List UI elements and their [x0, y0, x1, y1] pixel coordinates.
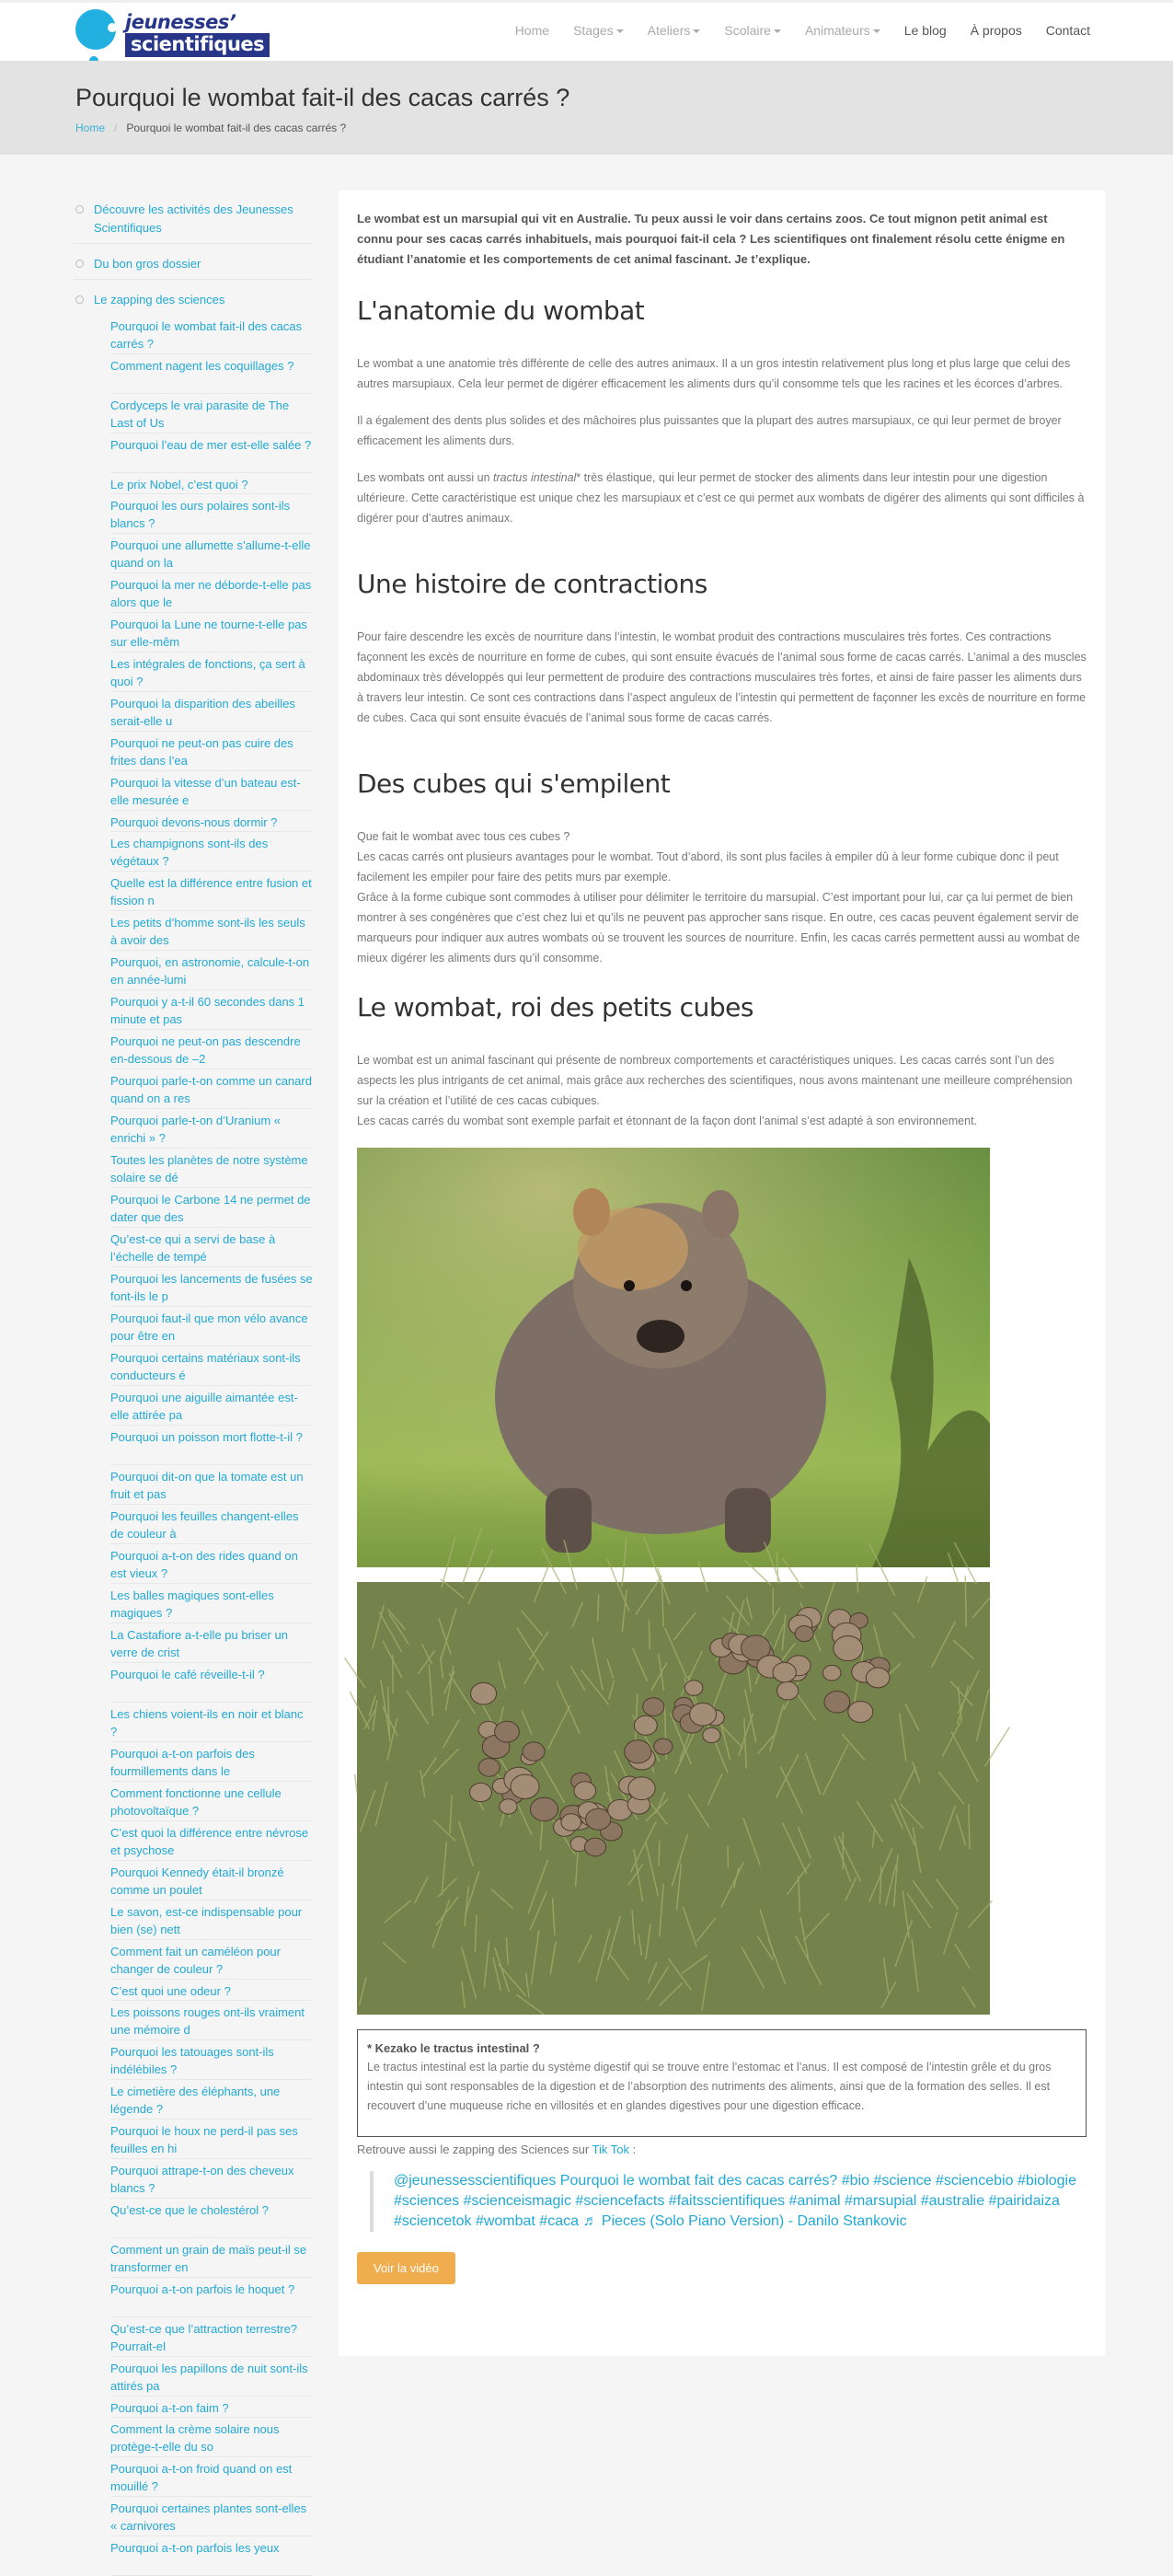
sidebar-subitem[interactable]: Pourquoi a-t-on parfois des fourmillements dans le: [110, 1742, 313, 1782]
sidebar-subitem[interactable]: Pourquoi parle-t-on d’Uranium « enrichi » ?: [110, 1109, 313, 1149]
sidebar-subitem[interactable]: Pourquoi a-t-on froid quand on est mouillé ?: [110, 2457, 313, 2497]
sidebar-subitem[interactable]: Pourquoi les papillons de nuit sont-ils attirés pa: [110, 2357, 313, 2397]
sidebar-item-activities[interactable]: Découvre les activités des Jeunesses Scientifiques: [74, 197, 313, 244]
sidebar-subitem[interactable]: Pourquoi certaines plantes sont-elles « carnivores: [110, 2497, 313, 2536]
sidebar-subitem[interactable]: Comment nagent les coquillages ?: [110, 354, 313, 394]
paragraph: Le wombat a une anatomie très différente de celle des autres animaux. Il a un gros intestin relativement plus long et plus large que celui des autres marsupiaux. Cela leur permet de digérer efficacement les aliments durs qu’il consomme tels que les racines et les écorces d’arbres.: [357, 353, 1087, 394]
emphasis-term: tractus intestinal: [493, 471, 576, 484]
caret-down-icon: [693, 29, 700, 33]
sidebar-subitem[interactable]: La Castafiore a-t-elle pu briser un verre de crist: [110, 1623, 313, 1663]
sidebar-subitem[interactable]: Toutes les planètes de notre système solaire se dé: [110, 1149, 313, 1188]
kezako-text: Le tractus intestinal est la partie du système digestif qui se trouve entre l’estomac et l’anus. Il est composé de l’intestin grêle et du gros intestin qui sont responsables de la digestion et de l’absorption des nutriments des aliments, ainsi que de la formation des selles. Il est recouvert d’une muqueuse riche en villosités et en glandes digestives pour une digestion efficace.: [367, 2058, 1076, 2116]
site-logo[interactable]: [74, 7, 282, 66]
sidebar-subitem[interactable]: Le savon, est-ce indispensable pour bien (se) nett: [110, 1900, 313, 1940]
sidebar-subitem[interactable]: Pourquoi dit-on que la tomate est un fruit et pas: [110, 1465, 313, 1505]
sidebar-subitem[interactable]: Pourquoi a-t-on faim ?: [110, 2397, 313, 2418]
watch-video-button[interactable]: Voir la vidéo: [357, 2252, 455, 2284]
sidebar-subitem[interactable]: Comment fait un caméléon pour changer de couleur ?: [110, 1940, 313, 1980]
sidebar-subitem[interactable]: Pourquoi une aiguille aimantée est-elle attirée pa: [110, 1386, 313, 1426]
paragraph: Le wombat est un animal fascinant qui présente de nombreux comportements et caractéristiques uniques. Les cacas carrés sont l’un des aspects les plus intrigants de cet animal, mais grâce aux recherches des scientifiques, nous avons maintenant une meilleure compréhension sur la création et l’utilité de ces cacas cubiques.: [357, 1050, 1087, 1111]
nav-item-scolaire[interactable]: Scolaire: [724, 23, 781, 38]
sidebar-subitem[interactable]: C’est quoi la différence entre névrose et psychose: [110, 1821, 313, 1861]
sidebar-subitem[interactable]: Pourquoi ne peut-on pas descendre en-dessous de –2: [110, 1030, 313, 1069]
paragraph: Les cacas carrés ont plusieurs avantages pour le wombat. Tout d’abord, ils sont plus faciles à empiler dû à leur forme cubique donc il peut facilement les empiler pour faire des petits murs par exemple.: [357, 847, 1087, 887]
page-title: Pourquoi le wombat fait-il des cacas carrés ?: [75, 84, 569, 112]
sidebar-subitem[interactable]: Les poissons rouges ont-ils vraiment une mémoire d: [110, 2001, 313, 2040]
sidebar-subitem[interactable]: Comment un grain de maïs peut-il se transformer en: [110, 2238, 313, 2278]
paragraph: Il a également des dents plus solides et des mâchoires plus puissantes que la plupart des autres marsupiaux, ce qui leur permet de broyer efficacement les aliments durs.: [357, 410, 1087, 451]
nav-item-stages[interactable]: Stages: [573, 23, 624, 38]
heading-king: Le wombat, roi des petits cubes: [357, 992, 1087, 1022]
paragraph: Les cacas carrés du wombat sont exemple parfait et étonnant de la façon dont l’animal s’est adapté à son environnement.: [357, 1111, 1087, 1131]
sidebar-subitem[interactable]: Pourquoi le Carbone 14 ne permet de dater que des: [110, 1188, 313, 1228]
sidebar-subitem[interactable]: Les champignons sont-ils des végétaux ?: [110, 832, 313, 872]
sidebar-subitem[interactable]: Pourquoi a-t-on parfois les yeux: [110, 2536, 313, 2576]
sidebar-subitem[interactable]: Pourquoi devons-nous dormir ?: [110, 811, 313, 832]
paragraph: Pour faire descendre les excès de nourriture dans l’intestin, le wombat produit des contractions musculaires très fortes. Ces contractions façonnent les excès de nourriture en forme de cubes, qui sont ensuite évacués de l’animal sous forme de cacas carrés. L’animal a des muscles abdominaux très développés qui leur permettent de produire des contractions musculaires très fortes, et ainsi de faire passer les aliments durs à travers leur intestin. Ce sont ces contractions dans l’aspect anguleux de l’intestin qui permettent de façonner les excès de nourriture en forme de cubes. Caca qui sont ensuite évacués de l’animal sous forme de cacas carrés.: [357, 627, 1087, 728]
tiktok-link[interactable]: Tik Tok: [592, 2143, 629, 2156]
page-title-band: [0, 61, 1173, 155]
sidebar-item-dossier[interactable]: Du bon gros dossier: [74, 251, 313, 280]
breadcrumb-home[interactable]: Home: [75, 121, 105, 134]
main-nav: [491, 23, 1090, 38]
caret-down-icon: [873, 29, 880, 33]
sidebar-subitem[interactable]: Les intégrales de fonctions, ça sert à quoi ?: [110, 653, 313, 692]
sidebar-subitem[interactable]: Les balles magiques sont-elles magiques ?: [110, 1584, 313, 1623]
sidebar-subitem[interactable]: Pourquoi la disparition des abeilles serait-elle u: [110, 692, 313, 732]
nav-item-animateurs[interactable]: Animateurs: [805, 23, 880, 38]
nav-item-ateliers[interactable]: Ateliers: [648, 23, 701, 38]
sidebar-subitem[interactable]: Cordyceps le vrai parasite de The Last of Us: [110, 394, 313, 433]
sidebar-subitem[interactable]: Pourquoi les feuilles changent-elles de couleur à: [110, 1505, 313, 1544]
sidebar-subitem[interactable]: Pourquoi la mer ne déborde-t-elle pas alors que le: [110, 573, 313, 613]
sidebar-subitem[interactable]: Pourquoi le wombat fait-il des cacas carrés ?: [110, 315, 313, 354]
breadcrumb-separator: /: [114, 121, 117, 134]
logo-line2: scientifiques: [125, 33, 270, 57]
sidebar-subitem[interactable]: Pourquoi y a-t-il 60 secondes dans 1 minute et pas: [110, 990, 313, 1030]
kezako-title: * Kezako le tractus intestinal ?: [367, 2039, 1076, 2058]
sidebar-subitem[interactable]: Pourquoi une allumette s’allume-t-elle quand on la: [110, 534, 313, 573]
sidebar-subitem[interactable]: Pourquoi Kennedy était-il bronzé comme un poulet: [110, 1861, 313, 1900]
sidebar-subitem[interactable]: Pourquoi un poisson mort flotte-t-il ?: [110, 1426, 313, 1465]
tiktok-line: Retrouve aussi le zapping des Sciences sur Tik Tok :: [357, 2143, 1087, 2156]
quote-text: Pourquoi le wombat fait des cacas carrés?: [556, 2173, 841, 2189]
sidebar-subitem[interactable]: Quelle est la différence entre fusion et fission n: [110, 872, 313, 911]
heading-cubes: Des cubes qui s'empilent: [357, 768, 1087, 799]
article-intro: Le wombat est un marsupial qui vit en Australie. Tu peux aussi le voir dans certains zoos. Ce tout mignon petit animal est connu pour ses cacas carrés inhabituels, mais pourquoi fait-il cela ? Les scientifiques ont finalement résolu cette énigme en étudiant l’anatomie et les comportements de cet animal fascinant. Je t’explique.: [357, 209, 1087, 270]
sidebar-subitem[interactable]: Pourquoi a-t-on parfois le hoquet ?: [110, 2278, 313, 2317]
nav-item-le-blog[interactable]: Le blog: [904, 23, 947, 38]
sidebar-subitem[interactable]: Pourquoi a-t-on des rides quand on est vieux ?: [110, 1544, 313, 1584]
caret-down-icon: [774, 29, 781, 33]
caret-down-icon: [616, 29, 624, 33]
hashtags-links[interactable]: #bio #science #sciencebio #biologie #sciences #scienceismagic #sciencefacts #faitsscientifiques #animal #marsupial #australie #pairidaiza #sciencetok #wombat #caca ♬ Pieces (Solo Piano Version) - Danilo Stankovic: [394, 2173, 1076, 2229]
sidebar-subitem[interactable]: Pourquoi l’eau de mer est-elle salée ?: [110, 433, 313, 473]
breadcrumb-current: Pourquoi le wombat fait-il des cacas carrés ?: [126, 121, 346, 134]
sidebar-subitem[interactable]: Pourquoi, en astronomie, calcule-t-on en année-lumi: [110, 951, 313, 990]
sidebar-subitem[interactable]: Pourquoi les lancements de fusées se font-ils le p: [110, 1267, 313, 1307]
sidebar-subitem[interactable]: Les chiens voient-ils en noir et blanc ?: [110, 1703, 313, 1742]
paragraph: Que fait le wombat avec tous ces cubes ?: [357, 826, 1087, 847]
tiktok-handle-link[interactable]: @jeunessesscientifiques: [394, 2173, 556, 2189]
sidebar-subitem[interactable]: Pourquoi certains matériaux sont-ils conducteurs é: [110, 1346, 313, 1386]
sidebar: [74, 197, 313, 2356]
sidebar-subitem[interactable]: C’est quoi une odeur ?: [110, 1980, 313, 2001]
sidebar-subitem[interactable]: Pourquoi ne peut-on pas cuire des frites dans l’ea: [110, 732, 313, 771]
sidebar-subitem[interactable]: Pourquoi les ours polaires sont-ils blancs ?: [110, 494, 313, 534]
paragraph: Grâce à la forme cubique sont commodes à utiliser pour délimiter le territoire du marsupial. C’est important pour lui, car ça lui permet de bien montrer à ses congénères que c’est chez lui et qu’ils ne peuvent pas approcher sans risque. En outre, ces cacas peuvent également servir de marqueurs pour indiquer aux autres wombats où se trouvent les sources de nourriture. Enfin, les cacas carrés permettent aussi au wombat de mieux digérer les aliments durs qu’il consomme.: [357, 887, 1087, 968]
sidebar-subitem[interactable]: Comment la crème solaire nous protège-t-elle du so: [110, 2418, 313, 2457]
article-content: [357, 209, 1087, 2284]
logo-bubbles-icon: [74, 7, 125, 66]
heading-contractions: Une histoire de contractions: [357, 569, 1087, 599]
sidebar-subitem[interactable]: Qu’est-ce que l’attraction terrestre? Pourrait-el: [110, 2317, 313, 2357]
heading-anatomy: L'anatomie du wombat: [357, 295, 1087, 326]
sidebar-subitem[interactable]: Pourquoi le café réveille-t-il ?: [110, 1663, 313, 1703]
sidebar-subitem[interactable]: Qu’est-ce qui a servi de base à l’échelle de tempé: [110, 1228, 313, 1267]
sidebar-subitem[interactable]: Pourquoi parle-t-on comme un canard quand on a res: [110, 1069, 313, 1109]
wombat-photo: [357, 1148, 990, 1567]
paragraph: Les wombats ont aussi un tractus intestinal* très élastique, qui leur permet de stocker des aliments dans leur intestin pour une digestion ultérieure. Cette caractéristique est unique chez les marsupiaux et c’est ce qui permet aux wombats de digérer des aliments qui sont difficiles à digérer pour d’autres animaux.: [357, 468, 1087, 528]
article-card: [339, 191, 1105, 2356]
sidebar-subitem[interactable]: Pourquoi le houx ne perd-il pas ses feuilles en hi: [110, 2120, 313, 2159]
kezako-box: [357, 2029, 1087, 2137]
sidebar-subitem[interactable]: Pourquoi attrape-t-on des cheveux blancs ?: [110, 2159, 313, 2199]
sidebar-subitem[interactable]: Pourquoi les tatouages sont-ils indélébiles ?: [110, 2040, 313, 2080]
nav-item-contact[interactable]: Contact: [1046, 23, 1090, 38]
site-header: [0, 0, 1173, 61]
sidebar-subitem[interactable]: Les petits d’homme sont-ils les seuls à avoir des: [110, 911, 313, 951]
tiktok-embed-quote: [370, 2171, 1078, 2232]
nav-item-home[interactable]: Home: [515, 23, 549, 38]
sidebar-subitem[interactable]: Pourquoi la vitesse d’un bateau est-elle mesurée e: [110, 771, 313, 811]
sidebar-sublist: [74, 315, 313, 2576]
nav-item--propos[interactable]: À propos: [971, 23, 1022, 38]
sidebar-subitem[interactable]: Pourquoi faut-il que mon vélo avance pour être en: [110, 1307, 313, 1346]
sidebar-item-zapping[interactable]: Le zapping des sciences: [74, 287, 313, 315]
sidebar-subitem[interactable]: Le cimetière des éléphants, une légende ?: [110, 2080, 313, 2120]
sidebar-subitem[interactable]: Le prix Nobel, c’est quoi ?: [110, 473, 313, 494]
wombat-droppings-photo: [357, 1582, 990, 2015]
sidebar-subitem[interactable]: Pourquoi la Lune ne tourne-t-elle pas sur elle-mêm: [110, 613, 313, 653]
sidebar-subitem[interactable]: Qu’est-ce que le cholestérol ?: [110, 2199, 313, 2238]
logo-line1: jeunesses’: [125, 12, 270, 32]
sidebar-subitem[interactable]: Comment fonctionne une cellule photovoltaïque ?: [110, 1782, 313, 1821]
breadcrumb: [75, 121, 346, 134]
